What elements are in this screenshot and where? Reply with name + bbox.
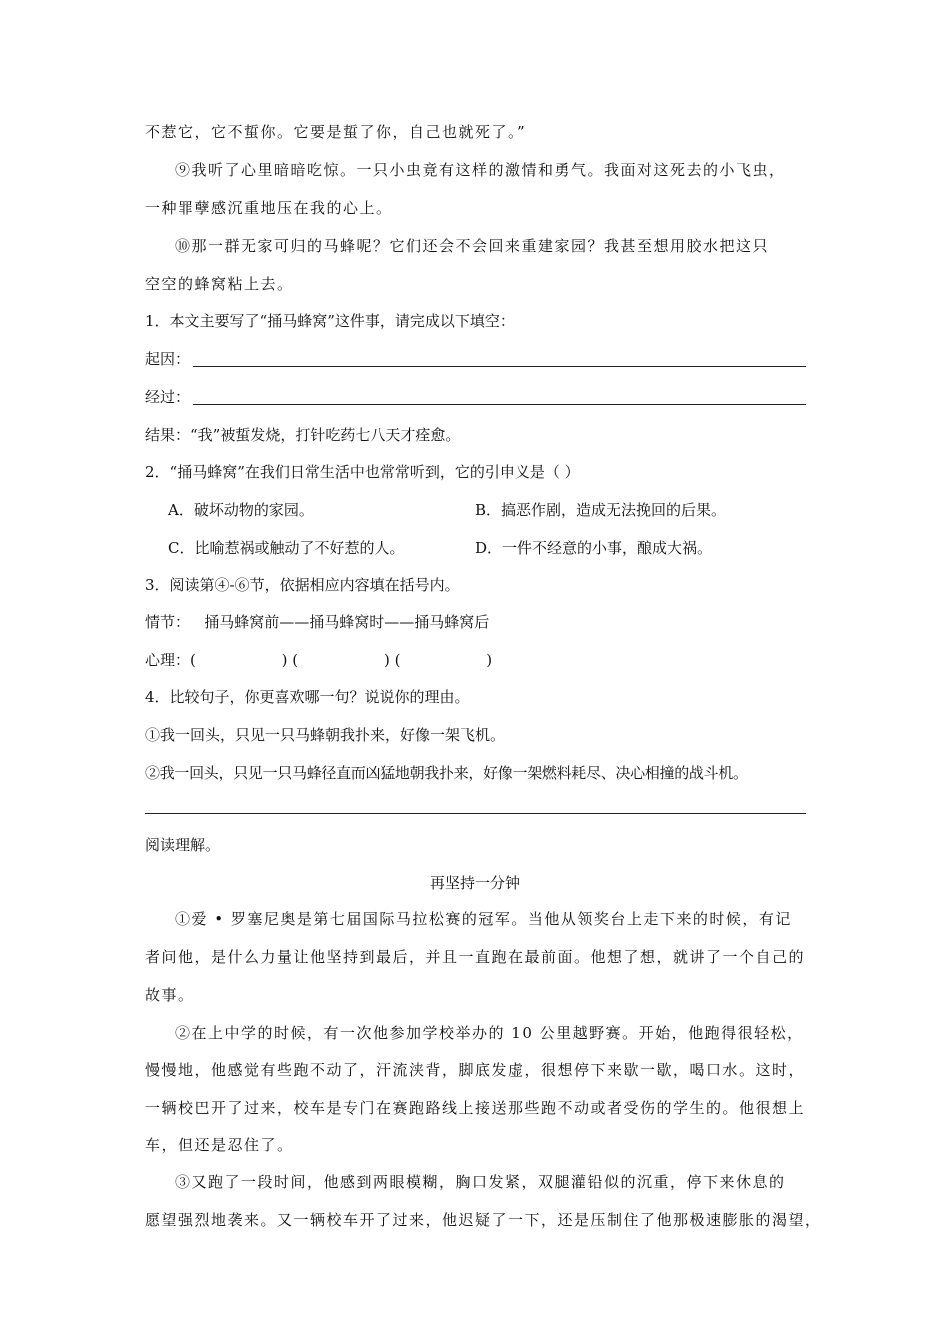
- question-1-cause-label: 起因：: [145, 350, 191, 368]
- question-2-option-d: D．一件不经意的小事，酿成大祸。: [475, 539, 713, 557]
- passage1-p8-end: 不惹它，它不蜇你。它要是蜇了你，自己也就死了。”: [145, 123, 527, 141]
- passage2-p1-line3: 故事。: [145, 986, 195, 1004]
- passage2-p3-line2: 愿望强烈地袭来。又一辆校车开了过来，他迟疑了一下，还是压制住了他那极速膨胀的渴望，: [145, 1211, 822, 1229]
- passage2-p2-line4: 车，但还是忍住了。: [145, 1136, 294, 1154]
- passage2-title: 再坚持一分钟: [429, 874, 520, 892]
- passage2-p3-line1: ③又跑了一段时间，他感到两眼模糊，胸口发紧，双腿灌铅似的沉重，停下来休息的: [175, 1173, 786, 1191]
- question-4-answer-blank[interactable]: [145, 813, 806, 814]
- question-4-sentence-2: ②我一回头，只见一只马蜂径直而凶猛地朝我扑来，好像一架燃料耗尽、决心相撞的战斗机。: [145, 764, 748, 782]
- passage1-p10-line1: ⑩那一群无家可归的马蜂呢？它们还会不会回来重建家园？我甚至想用胶水把这只: [175, 237, 770, 255]
- passage2-p2-line1: ②在上中学的时候，有一次他参加学校举办的 10 公里越野赛。开始，他跑得很轻松，: [175, 1024, 804, 1042]
- passage1-p9-line1: ⑨我听了心里暗暗吃惊。一只小虫竟有这样的激情和勇气。我面对这死去的小飞虫，: [175, 161, 786, 179]
- passage2-p1-line1: ①爱 • 罗塞尼奥是第七届国际马拉松赛的冠军。当他从领奖台上走下来的时候，有记: [175, 910, 792, 928]
- question-2-option-a: A．破坏动物的家园。: [168, 501, 314, 519]
- question-4-sentence-1: ①我一回头，只见一只马蜂朝我扑来，好像一架飞机。: [145, 726, 506, 744]
- passage2-intro: 阅读理解。: [145, 836, 221, 854]
- question-1-process-label: 经过：: [145, 388, 191, 406]
- question-1: 1．本文主要写了“捅马蜂窝”这件事，请完成以下填空：: [145, 312, 515, 330]
- passage2-p2-line3: 一辆校巴开了过来，校车是专门在赛跑路线上接送那些跑不动或者受伤的学生的。他很想上: [145, 1099, 806, 1117]
- question-2-option-c: C．比喻惹祸或触动了不好惹的人。: [168, 539, 405, 557]
- passage2-p1-line2: 者问他，是什么力量让他坚持到最后，并且一直跑在最前面。他想了想，就讲了一个自己的: [145, 948, 806, 966]
- question-2: 2．“捅马蜂窝”在我们日常生活中也常常听到，它的引申义是（ ）: [145, 463, 580, 481]
- question-3: 3．阅读第④-⑥节，依据相应内容填在括号内。: [145, 576, 460, 594]
- question-1-cause-blank[interactable]: [193, 366, 806, 367]
- question-3-plot: 情节： 捅马蜂窝前——捅马蜂窝时——捅马蜂窝后: [145, 613, 490, 631]
- question-2-option-b: B．搞恶作剧，造成无法挽回的后果。: [475, 501, 727, 519]
- question-3-mind: 心理：( ) ( ) ( ): [145, 651, 493, 669]
- passage1-p10-line2: 空空的蜂窝粘上去。: [145, 275, 294, 293]
- passage2-p2-line2: 慢慢地，他感觉有些跑不动了，汗流浃背，脚底发虚，很想停下来歇一歇，喝口水。这时，: [145, 1061, 806, 1079]
- question-1-result: 结果：“我”被蜇发烧，打针吃药七八天才痊愈。: [145, 426, 461, 444]
- passage1-p9-line2: 一种罪孽感沉重地压在我的心上。: [145, 199, 393, 217]
- question-4: 4．比较句子，你更喜欢哪一句？说说你的理由。: [145, 688, 470, 706]
- question-1-process-blank[interactable]: [193, 404, 806, 405]
